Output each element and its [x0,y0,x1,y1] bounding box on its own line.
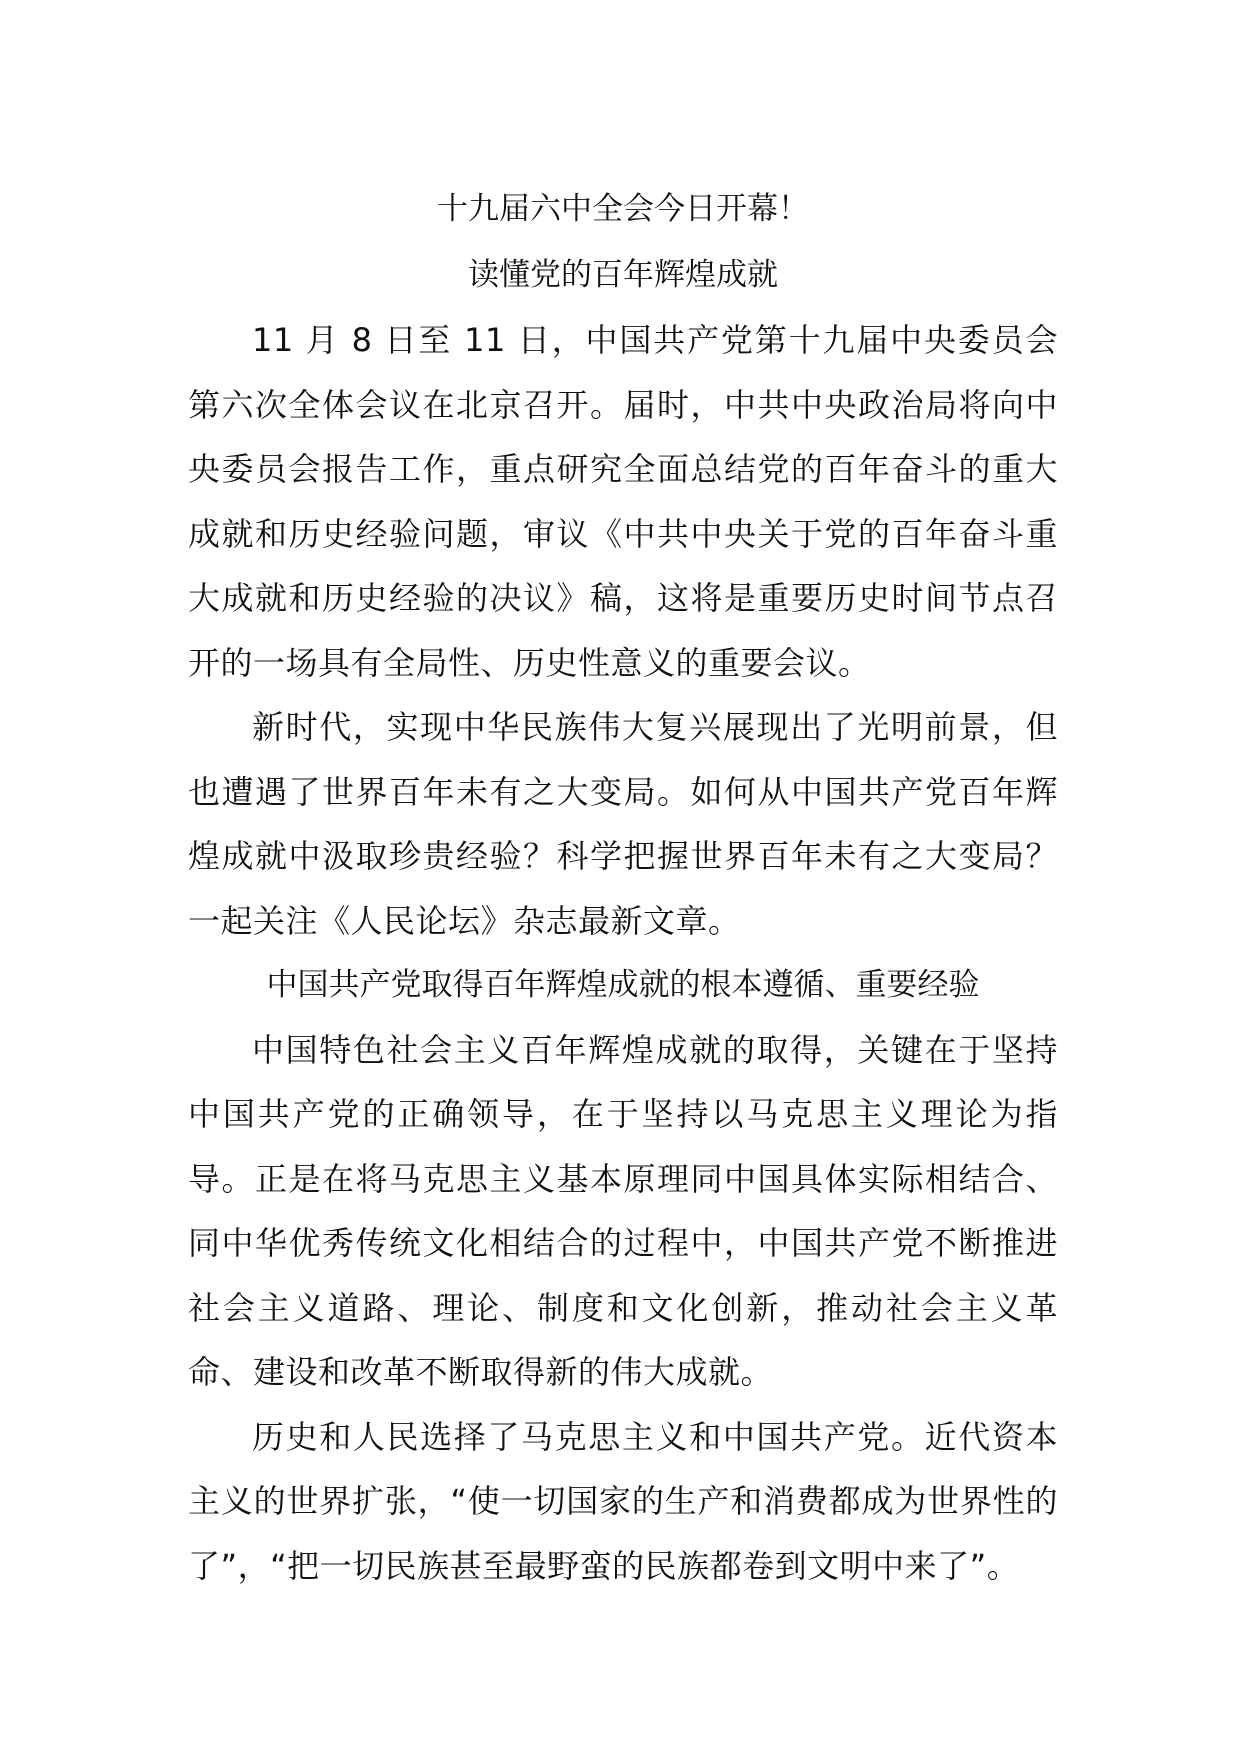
body-paragraph-3: 中国特色社会主义百年辉煌成就的取得，关键在于坚持中国共产党的正确领导，在于坚持以马克思主义理论为指导。正是在将马克思主义基本原理同中国具体实际相结合、同中华优秀传统文化相结合的过程中，中国共产党不断推进社会主义道路、理论、制度和文化创新，推动社会主义革命、建设和改革不断取得新的伟大成就。 [188,1030,1058,1391]
body-paragraph-2: 新时代，实现中华民族伟大复兴展现出了光明前景，但也遭遇了世界百年未有之大变局。如何从中国共产党百年辉煌成就中汲取珍贵经验？科学把握世界百年未有之大变局？一起关注《人民论坛》杂志最新文章。 [188,708,1058,940]
document-title-line1: 十九届六中全会今日开幕！ [437,191,809,227]
body-paragraph-4: 历史和人民选择了马克思主义和中国共产党。近代资本主义的世界扩张，“使一切国家的生产和消费都成为世界性的了”，“把一切民族甚至最野蛮的民族都卷到文明中来了”。 [188,1417,1058,1585]
document-body [188,176,1058,1598]
body-paragraph-1: 11 月 8 日至 11 日，中国共产党第十九届中央委员会第六次全体会议在北京召开。届时，中共中央政治局将向中央委员会报告工作，重点研究全面总结党的百年奋斗的重大成就和历史经验问题，审议《中共中央关于党的百年奋斗重大成就和历史经验的决议》稿，这将是重要历史时间节点召开的一场具有全局性、历史性意义的重要会议。 [188,321,1058,682]
section-subheading: 中国共产党取得百年辉煌成就的根本遵循、重要经验 [266,967,980,1003]
document-title-line2: 读懂党的百年辉煌成就 [468,257,778,293]
